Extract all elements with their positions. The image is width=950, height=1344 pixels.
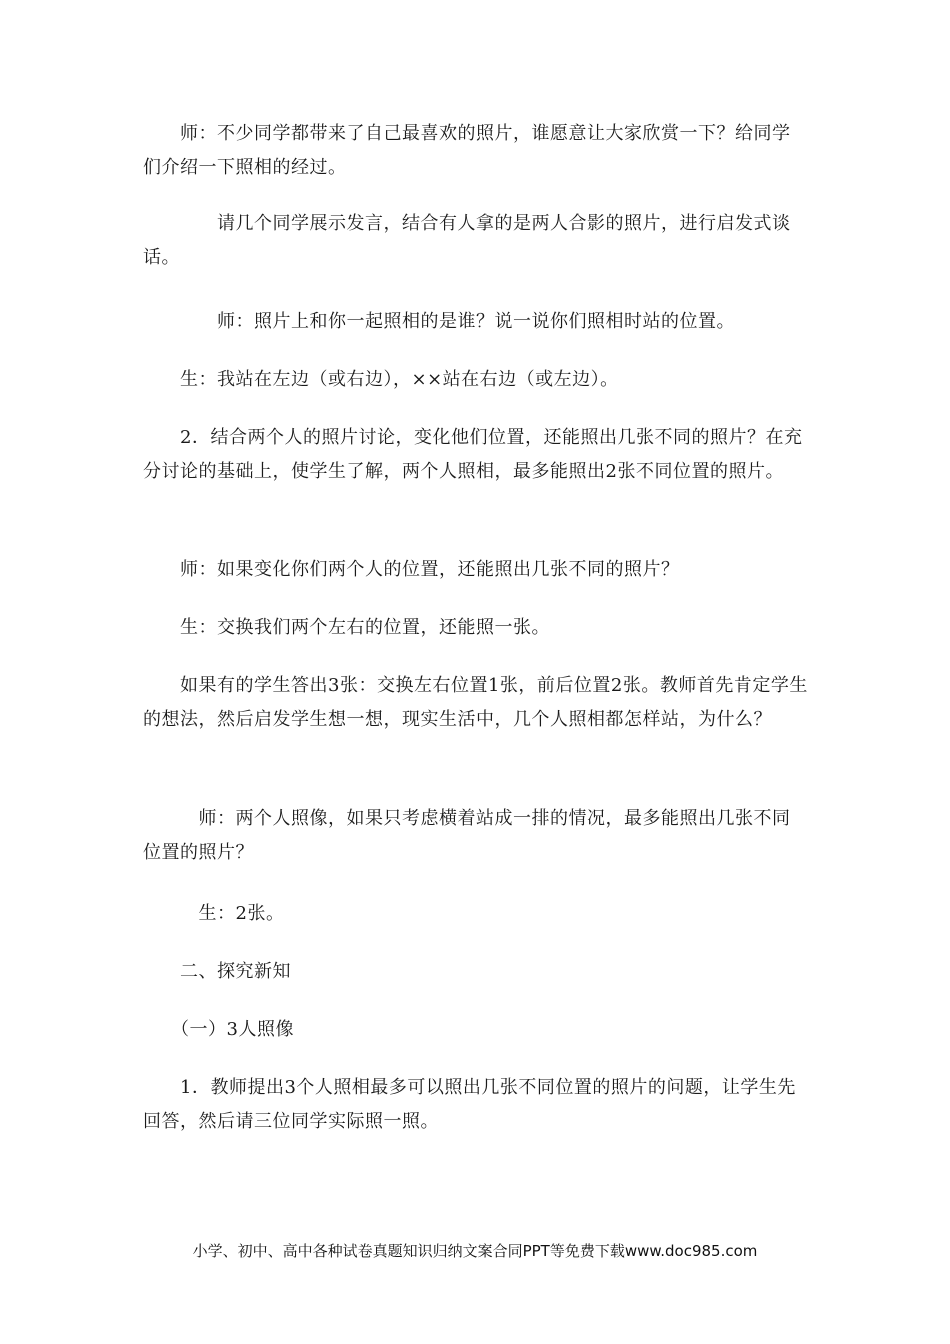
paragraph-1: 师：不少同学都带来了自己最喜欢的照片，谁愿意让大家欣赏一下？给同学们介绍一下照相的经过。: [143, 123, 791, 178]
subsection-heading: （一）3人照像: [143, 1019, 294, 1040]
page-footer: 小学、初中、高中各种试卷真题知识归纳文案合同PPT等免费下载www.doc985.com: [192, 1242, 758, 1260]
paragraph-8: 如果有的学生答出3张：交换左右位置1张，前后位置2张。教师首先肯定学生的想法，然后启发学生想一想，现实生活中，几个人照相都怎样站，为什么？: [143, 675, 808, 730]
section-heading: 二、探究新知: [143, 961, 291, 982]
paragraph-2: 请几个同学展示发言，结合有人拿的是两人合影的照片，进行启发式谈话。: [143, 213, 791, 268]
paragraph-6: 师：如果变化你们两个人的位置，还能照出几张不同的照片？: [143, 559, 680, 580]
paragraph-7: 生：交换我们两个左右的位置，还能照一张。: [143, 617, 550, 638]
paragraph-9: 师：两个人照像，如果只考虑横着站成一排的情况，最多能照出几张不同位置的照片？: [143, 808, 791, 863]
paragraph-10: 生：2张。: [143, 903, 285, 924]
paragraph-4: 生：我站在左边（或右边），××站在右边（或左边）。: [143, 369, 619, 390]
paragraph-13: 1．教师提出3个人照相最多可以照出几张不同位置的照片的问题，让学生先回答，然后请三位同学实际照一照。: [143, 1077, 796, 1132]
paragraph-3: 师：照片上和你一起照相的是谁？说一说你们照相时站的位置。: [143, 311, 735, 332]
paragraph-5: 2．结合两个人的照片讨论，变化他们位置，还能照出几张不同的照片？在充分讨论的基础上，使学生了解，两个人照相，最多能照出2张不同位置的照片。: [143, 427, 803, 482]
